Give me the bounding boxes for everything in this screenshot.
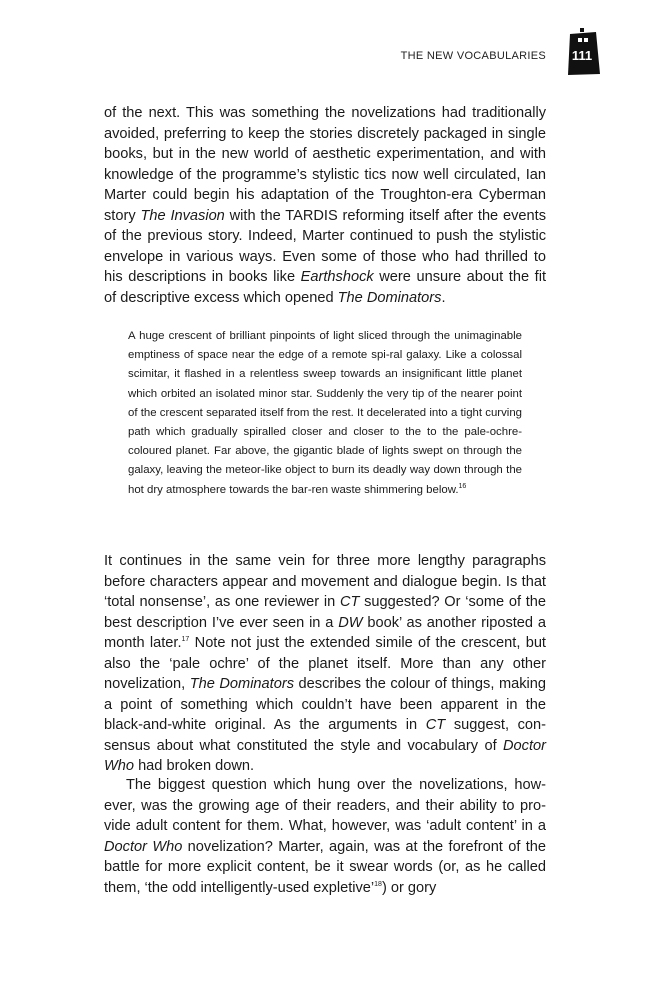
body-paragraph-1: of the next. This was something the novelizations had traditionally avoided, preferring to keep the stories discretely packaged in single books, but in the new world of aesthetic experimentation, and with knowledge of the programme’s stylistic tics now well circulated, Ian Marter could begin his adaptation of the Troughton-era Cyberman story The Invasion with the TARDIS reforming itself after the events of the previous story. Indeed, Marter continued to push the stylistic envelope in various ways. Even some of those who had thrilled to his descriptions in books like Earthshock were unsure about the fit of descriptive excess which opened The Dominators. [104,105,547,306]
page-number: 111 [571,48,593,63]
body-paragraph-3: The biggest question which hung over the novelizations, how-ever, was the growing age of their readers, and their ability to pro-vide adult content for them. What, however, was ‘adult content’ in a Doctor Who novelization? Marter, again, was at the forefront of the battle for more explicit content, be it swear words (or, as he called them, ‘the odd intelligently-used expletive’$^{18}$) or gory [104,777,547,896]
block-quote: A huge crescent of brilliant pinpoints of light sliced through the unimaginable emptiness of space near the edge of a remote spi-ral galaxy. Like a colossal scimitar, it flashed in a relentless sweep towards an insignificant little planet which orbited an isolated minor star. Suddenly the very tip of the nearer point of the crescent separated itself from the rest. It decelerated into a tight curving path which gradually spiralled closer and closer to the to the pale-ochre-coloured planet. Far above, the gigantic blade of lights swept on through the galaxy, leaving the meteor-like object to burn its deadly way down through the hot dry atmosphere towards the bar-ren waste shimmering below.$^{16}$ [128,330,522,496]
footnote-ref-17: 17 [181,636,190,644]
body-paragraph-2: It continues in the same vein for three more lengthy paragraphs before characters appear and movement and dialogue begin. Is that ‘total nonsense’, as one reviewer in CT suggested? Or ‘some of the best description I’ve ever seen in a DW book’ as another riposted a month later.$^{17}$ Note not just the extended simile of the crescent, but also the ‘pale ochre’ of the planet itself. More than any other novelization, The Dominators describes the colour of things, making a point of something which couldn’t have been apparent in the black-and-white original. As the arguments in CT suggest, con-sensus about what constituted the style and vocabulary of Doctor Who had broken down. [104,553,547,774]
running-head: THE NEW VOCABULARIES [400,50,546,62]
footnote-ref-18: 18 [374,880,382,888]
footnote-ref-16: 16 [458,482,467,490]
